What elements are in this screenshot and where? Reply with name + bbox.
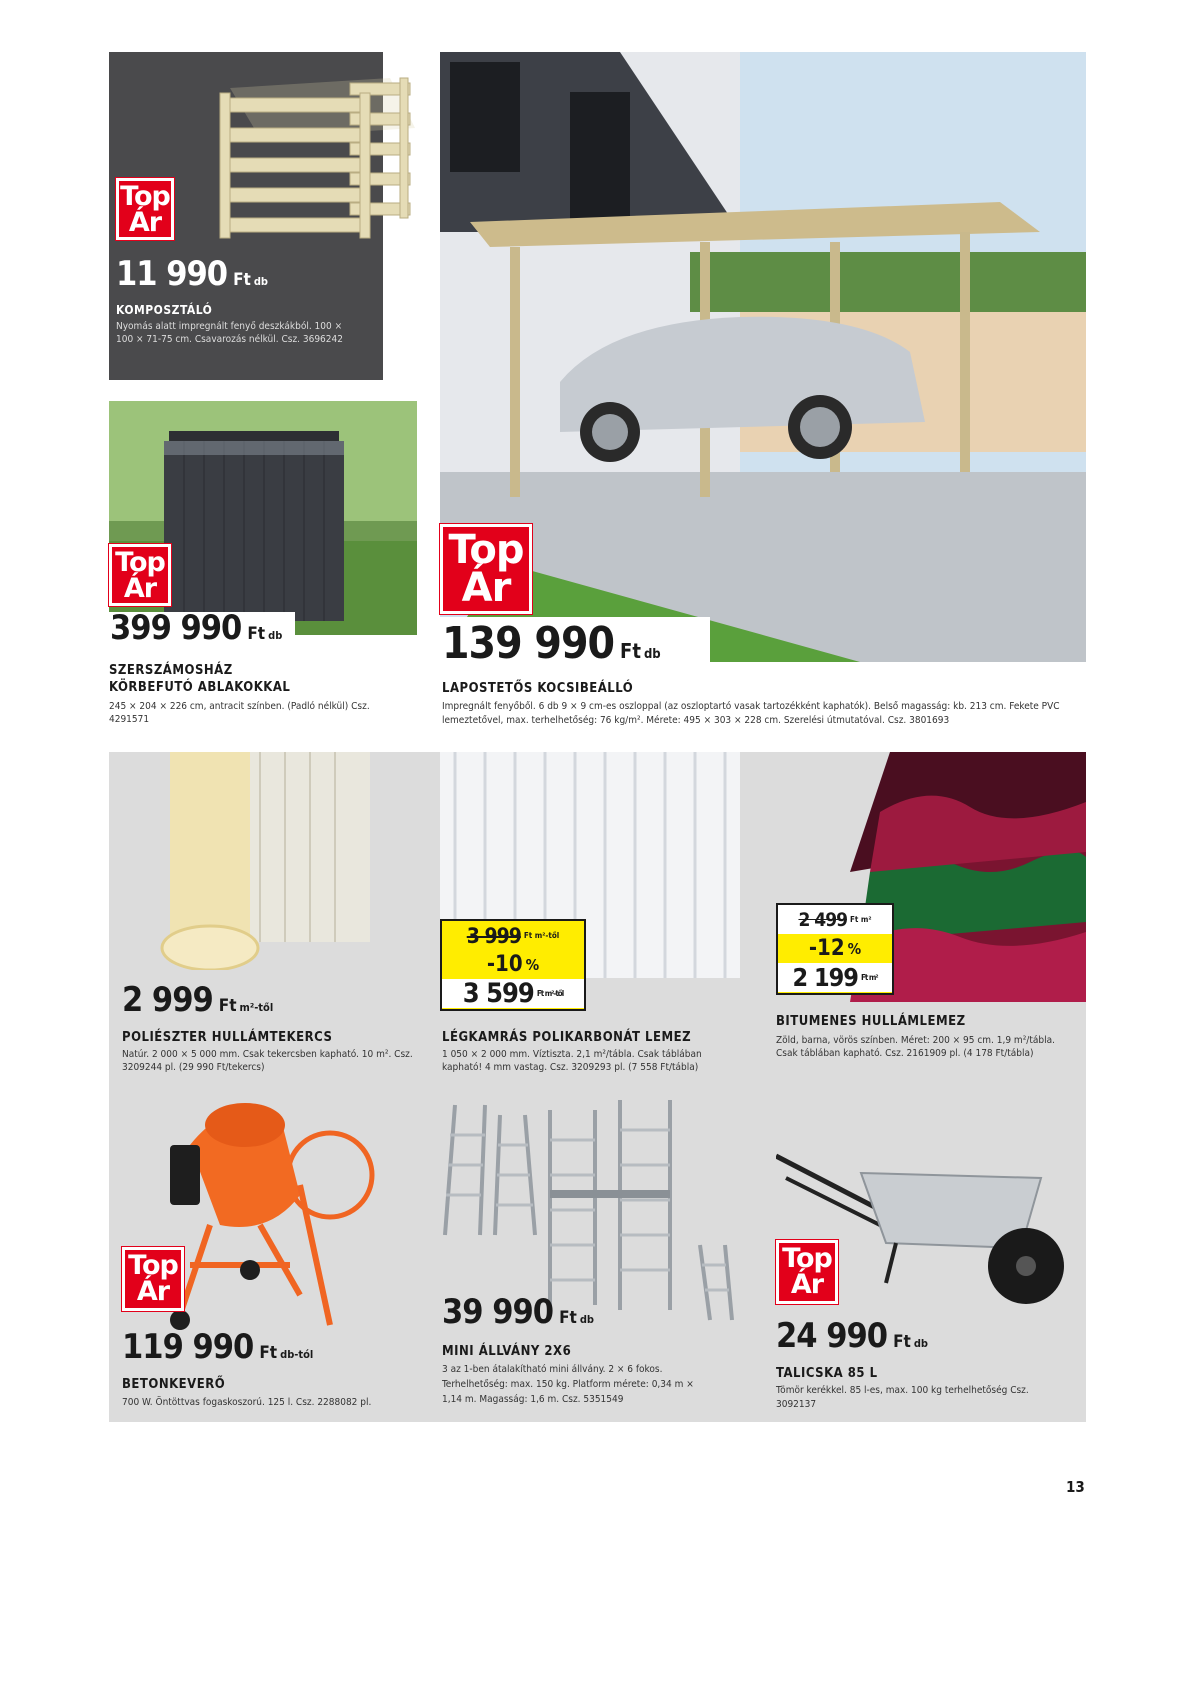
top-ar-badge: Top Ár bbox=[122, 1247, 184, 1311]
top-ar-badge: Top Ár bbox=[440, 524, 532, 614]
old-price: 2 499 bbox=[798, 908, 847, 931]
bitumen-description: Zöld, barna, vörös színben. Méret: 200 × 95 cm. 1,9 m²/tábla. Csak táblában kapható. Csz. 2161909 pl. (4 178 Ft/tábla) bbox=[776, 1035, 1055, 1059]
old-price-unit: Ft m²-től bbox=[523, 931, 560, 941]
shed-title-line1: SZERSZÁMOSHÁZ bbox=[109, 663, 233, 678]
carport-image bbox=[440, 52, 1086, 662]
wheelbarrow-price: 24 990 Ft db bbox=[776, 1316, 928, 1356]
shed-title-line2: KÖRBEFUTÓ ABLAKOKKAL bbox=[109, 680, 291, 695]
bitumen-title: BITUMENES HULLÁMLEMEZ bbox=[776, 1014, 966, 1029]
scaffold-image bbox=[440, 1095, 740, 1325]
wheelbarrow-description: Tömör kerékkel. 85 l-es, max. 100 kg terhelhetőség Csz. 3092137 bbox=[776, 1385, 1029, 1410]
polycarbonate-title: LÉGKAMRÁS POLIKARBONÁT LEMEZ bbox=[442, 1030, 692, 1045]
polycarbonate-discount-box: 3 999 Ft m²-től -10 % 3 599 Ft m²-től bbox=[440, 919, 586, 1011]
polyester-price: 2 999 Ft m²-től bbox=[122, 980, 274, 1020]
compost-title: KOMPOSZTÁLÓ bbox=[116, 303, 213, 317]
discount-percent: -12 bbox=[808, 936, 845, 962]
mixer-description: 700 W. Öntöttvas fogaskoszorú. 125 l. Csz. 2288082 pl. bbox=[122, 1397, 372, 1408]
mixer-title: BETONKEVERŐ bbox=[122, 1377, 226, 1392]
mixer-price: 119 990 Ft db-tól bbox=[122, 1327, 314, 1367]
polyester-roll-image bbox=[150, 752, 380, 970]
scaffold-price: 39 990 Ft db bbox=[442, 1292, 594, 1332]
page-number: 13 bbox=[1066, 1478, 1085, 1496]
shed-description: 245 × 204 × 226 cm, antracit színben. (Padló nélkül) Csz. 4291571 bbox=[109, 701, 370, 725]
compost-description: Nyomás alatt impregnált fenyő deszkákból. 100 × 100 × 71-75 cm. Csavarozás nélkül. Csz. 3696242 bbox=[116, 321, 343, 345]
compost-bin-image bbox=[200, 68, 420, 246]
polycarbonate-description: 1 050 × 2 000 mm. Víztiszta. 2,1 m²/tábla. Csak táblában kapható! 4 mm vastag. Csz. 3209293 pl. (7 558 Ft/tábla) bbox=[442, 1049, 702, 1073]
polyester-title: POLIÉSZTER HULLÁMTEKERCS bbox=[122, 1030, 333, 1045]
top-ar-badge: Top Ár bbox=[109, 544, 171, 606]
new-price-unit: Ft m²-től bbox=[536, 989, 564, 999]
new-price-unit: Ft m² bbox=[860, 973, 878, 983]
old-price: 3 999 bbox=[466, 923, 521, 948]
compost-price: 11 990 Ft db bbox=[116, 254, 268, 294]
carport-description: Impregnált fenyőből. 6 db 9 × 9 cm-es oszloppal (az oszloptartó vasak tartozékként kaphatók). Belső magasság: kb. 213 cm. Fekete PVC lemeztetővel, max. terhelhetőség: 76 kg/m². Mérete: 495 × 303 × 228 cm. Szerelési útmutatóval. Csz. 3801693 bbox=[442, 701, 1060, 726]
polyester-description: Natúr. 2 000 × 5 000 mm. Csak tekercsben kapható. 10 m². Csz. 3209244 pl. (29 990 Ft/tekercs) bbox=[122, 1049, 413, 1073]
top-ar-badge: Top Ár bbox=[776, 1240, 838, 1304]
discount-percent: -10 bbox=[486, 952, 523, 978]
scaffold-description: 3 az 1-ben átalakítható mini állvány. 2 × 6 fokos. Terhelhetőség: max. 150 kg. Platform mérete: 0,34 m × 1,14 m. Magasság: 1,6 m. Csz. 5351549 bbox=[442, 1364, 694, 1405]
carport-title: LAPOSTETŐS KOCSIBEÁLLÓ bbox=[442, 681, 634, 696]
wheelbarrow-title: TALICSKA 85 L bbox=[776, 1366, 878, 1381]
scaffold-title: MINI ÁLLVÁNY 2X6 bbox=[442, 1344, 572, 1359]
shed-price: 399 990 Ft db bbox=[110, 608, 283, 648]
top-ar-badge: Top Ár bbox=[116, 178, 174, 240]
new-price: 3 599 bbox=[462, 978, 534, 1010]
new-price: 2 199 bbox=[792, 963, 858, 993]
concrete-mixer-image bbox=[150, 1085, 390, 1335]
old-price-unit: Ft m² bbox=[850, 915, 872, 925]
bitumen-discount-box: 2 499 Ft m² -12 % 2 199 Ft m² bbox=[776, 903, 894, 995]
carport-price: 139 990 Ft db bbox=[442, 618, 661, 669]
